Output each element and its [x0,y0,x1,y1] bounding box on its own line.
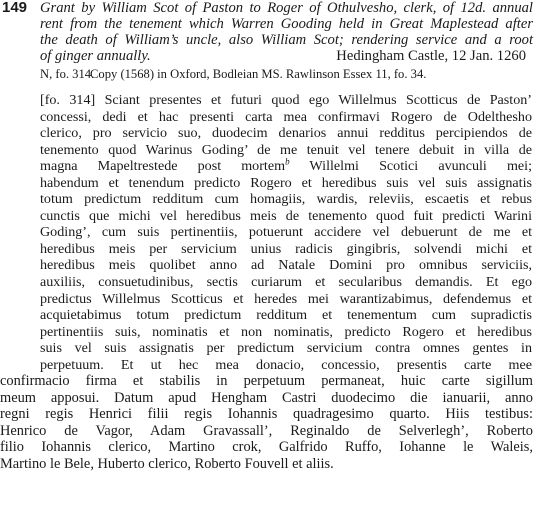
text-line: clerico, pro servicio suo, duodecim denarios annui redditus percipiendos de [40,125,532,142]
text-line: auxiliis, consuetudinibus, sectis curiarum et secularibus demandis. Et ego [40,274,532,291]
source-note [40,67,532,82]
text-line: cunctis que michi vel heredibus meis de tenemento quod fuit predicti Warini [40,207,532,224]
text-line: suis vel suis assignatis per predictum servicium contra omnes gentes in [40,340,532,357]
text-line: habendum et tenendum predicto Rogero et heredibus suis vel suis assignatis [40,174,532,191]
text-line-last: Martino le Bele, Huberto clerico, Roberto Fouvell et aliis. [0,455,334,472]
manuscript-copy: Copy (1568) in Oxford, Bodleian MS. Rawlinson Essex 11, fo. 34. [90,67,427,81]
text-line: predictus Willelmus Scotticus et heredes mei warantizabimus, defendemus et [40,290,532,307]
text-line: confirmacio firma et stabilis in perpetuum permaneat, huic carte sigillum [0,373,533,389]
charter-text-indented [40,92,532,373]
text-fragment: Willelmi Scotici avunculi mei; [309,158,533,175]
rubric-last-line [40,48,526,64]
text-line: perpetuum. Et ut hec mea donacio, concessio, presentis carte mee [40,356,532,373]
text-line: pertinentiis suis, nominatis et non nominatis, predicto Rogero et heredibus [40,323,532,340]
text-line: Goding’, cum suis pertinentiis, potuerunt accidere vel debuerunt de me et [40,224,532,241]
text-line-with-footnote [40,158,532,175]
place-date: Hedingham Castle, 12 Jan. 1260 [336,48,526,64]
text-line: tenemento quod Warinus Goding’ de me tenuit vel tenere debuit in villa de [40,141,532,158]
text-line: totum predictum redditum cum homagiis, wardis, releviis, escaetis et rebus [40,191,532,208]
text-line: heredibus meis per servicium unius radicis gingibris, solvendi michi et [40,240,532,257]
text-line: filio Iohannis clerico, Martino crok, Galfrido Ruffo, Iohanne le Waleis, [0,439,533,456]
footnote-mark: b [285,156,290,167]
rubric-line: Grant by William Scot of Paston to Roger of Othulvesho, clerk, of 12d. annual [40,0,533,16]
rubric-line: the death of William’s uncle, also William Scot; rendering service and a root [40,32,533,48]
source-reference: N, fo. 314. [40,67,95,81]
rubric-line-end: of ginger annually. [40,48,151,64]
text-line: acquietabimus totum predictum redditum et tenementum cum supradictis [40,307,532,324]
text-line: Henrico de Vagor, Adam Gravassall’, Reginaldo de Selverlegh’, Roberto [0,422,533,439]
text-line: regni regis Henrici filii regis Iohannis quadragesimo quarto. Hiis testibus: [0,406,533,423]
text-line: heredibus meis quolibet anno ad Natale Domini pro omnibus serviciis, [40,257,532,274]
entry-rubric [40,0,533,64]
text-line: meum apposui. Datum apud Hengham Castri duodecimo die ianuarii, anno [0,389,533,406]
text-fragment: magna Mapeltrestede post mortem [40,158,286,175]
entry-number: 149 [2,0,28,16]
rubric-line: rent from the tenement which Warren Gooding held in Great Maplestead after [40,16,533,32]
text-line: concessi, dedi et hac presenti carta mea confirmavi Rogero de Odelthesho [40,108,532,125]
entry-heading [0,0,533,64]
charter-text-full-width [0,373,533,472]
text-line: [fo. 314] Sciant presentes et futuri quod ego Willelmus Scotticus de Paston’ [40,92,532,108]
